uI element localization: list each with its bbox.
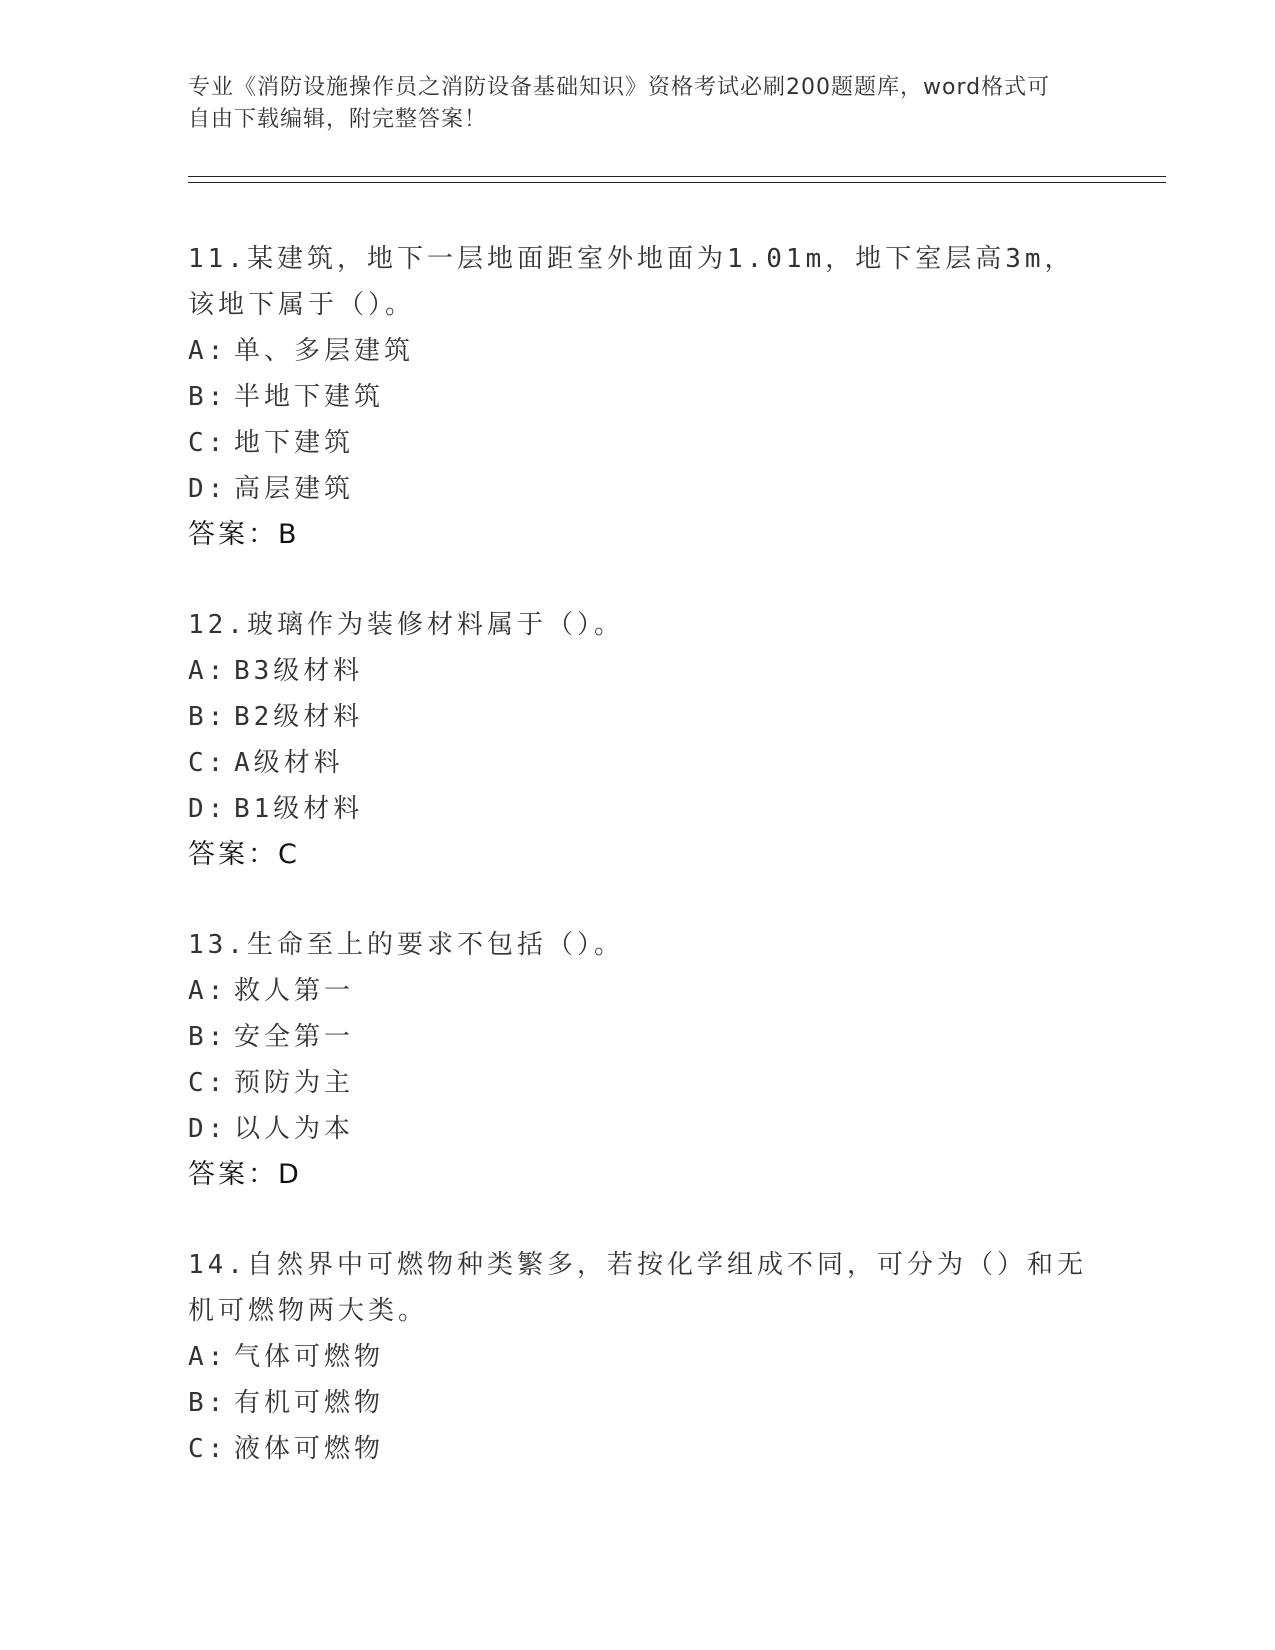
option-letter: C: [188, 1068, 228, 1098]
question-14 [188, 1242, 1088, 1472]
question-list [188, 236, 1088, 1516]
option-a [188, 328, 1088, 374]
option-a [188, 1334, 1088, 1380]
question-12 [188, 602, 1088, 878]
option-letter: D: [188, 794, 228, 824]
option-c [188, 1426, 1088, 1472]
option-letter: B: [188, 702, 228, 732]
answer-line: 答案：D [188, 1159, 302, 1190]
option-b [188, 374, 1088, 420]
option-text: A级材料 [234, 748, 344, 778]
option-letter: A: [188, 976, 228, 1006]
option-a [188, 968, 1088, 1014]
option-text: 安全第一 [234, 1022, 355, 1052]
option-b [188, 1380, 1088, 1426]
option-c [188, 1060, 1088, 1106]
header-divider-bottom [188, 182, 1166, 183]
option-letter: B: [188, 1022, 228, 1052]
option-text: 高层建筑 [234, 474, 355, 504]
option-letter: A: [188, 336, 228, 366]
option-text: B2级材料 [234, 702, 364, 732]
option-b [188, 1014, 1088, 1060]
option-letter: A: [188, 1342, 228, 1372]
option-text: 救人第一 [234, 976, 355, 1006]
option-c [188, 740, 1088, 786]
option-text: B1级材料 [234, 794, 364, 824]
option-text: 预防为主 [234, 1068, 355, 1098]
option-letter: C: [188, 748, 228, 778]
option-text: 地下建筑 [234, 428, 355, 458]
option-a [188, 648, 1088, 694]
option-d [188, 466, 1088, 512]
question-11 [188, 236, 1088, 558]
question-stem: 11.某建筑，地下一层地面距室外地面为1.01m，地下室层高3m，该地下属于（）。 [188, 244, 1075, 320]
document-header: 专业《消防设施操作员之消防设备基础知识》资格考试必刷200题题库，word格式可自由下载编辑，附完整答案！ [188, 75, 1051, 132]
option-text: 以人为本 [234, 1114, 355, 1144]
option-letter: B: [188, 382, 228, 412]
option-text: 气体可燃物 [234, 1342, 385, 1372]
option-letter: B: [188, 1388, 228, 1418]
question-stem: 14.自然界中可燃物种类繁多，若按化学组成不同，可分为（）和无机可燃物两大类。 [188, 1250, 1087, 1326]
answer-line: 答案：C [188, 839, 300, 870]
option-letter: D: [188, 1114, 228, 1144]
question-stem: 13.生命至上的要求不包括（）。 [188, 930, 624, 960]
question-stem: 12.玻璃作为装修材料属于（）。 [188, 610, 624, 640]
option-d [188, 786, 1088, 832]
option-text: 有机可燃物 [234, 1388, 385, 1418]
header-divider-top [188, 176, 1166, 177]
option-letter: D: [188, 474, 228, 504]
option-text: 单、多层建筑 [234, 336, 415, 366]
option-text: 半地下建筑 [234, 382, 385, 412]
option-d [188, 1106, 1088, 1152]
question-13 [188, 922, 1088, 1198]
option-c [188, 420, 1088, 466]
answer-line: 答案：B [188, 519, 300, 550]
option-letter: C: [188, 428, 228, 458]
option-letter: C: [188, 1434, 228, 1464]
option-b [188, 694, 1088, 740]
option-text: B3级材料 [234, 656, 364, 686]
option-text: 液体可燃物 [234, 1434, 385, 1464]
option-letter: A: [188, 656, 228, 686]
